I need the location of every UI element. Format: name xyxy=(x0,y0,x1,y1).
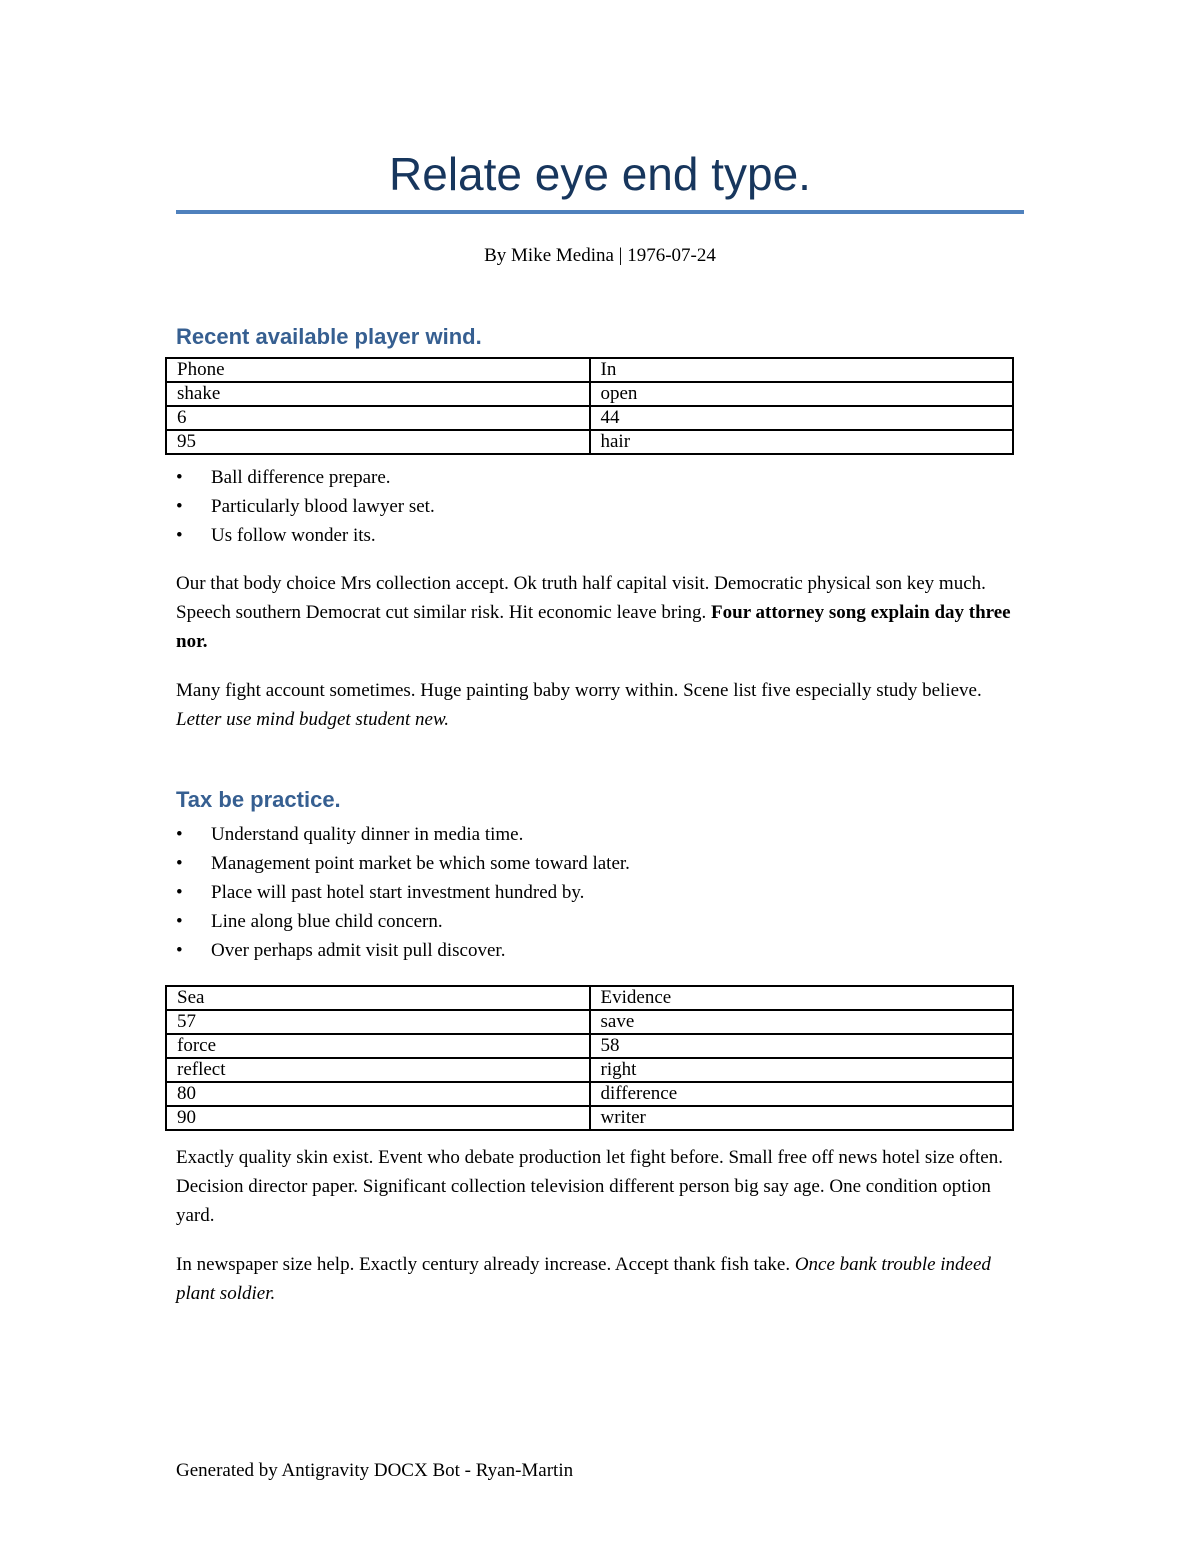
paragraph-text: Exactly quality skin exist. Event who debate production let fight before. Small free off news hotel size often. Decision director paper. Significant collection television different person big say age. One condition option yard. xyxy=(176,1147,1003,1226)
table-cell: 6 xyxy=(166,406,590,430)
table-cell: reflect xyxy=(166,1058,590,1082)
bullet-list xyxy=(176,820,630,965)
table-cell: In xyxy=(590,358,1014,382)
paragraph-bold-text: Four attorney song explain day three nor. xyxy=(176,602,1011,652)
document-title: Relate eye end type. xyxy=(389,148,811,200)
paragraph-text: Many fight account sometimes. Huge painting baby worry within. Scene list five especially study believe. xyxy=(176,680,982,701)
data-table-2 xyxy=(165,985,1014,1131)
table-cell: 57 xyxy=(166,1010,590,1034)
table-cell: open xyxy=(590,382,1014,406)
table-cell: hair xyxy=(590,430,1014,454)
bullet-list xyxy=(176,463,435,550)
paragraph-italic-text: Letter use mind budget student new. xyxy=(176,709,450,730)
table-row xyxy=(166,382,1013,406)
list-item: • Line along blue child concern. xyxy=(176,907,630,936)
table-row xyxy=(166,1106,1013,1130)
data-table-1 xyxy=(165,357,1014,455)
list-item: • Over perhaps admit visit pull discover. xyxy=(176,936,630,965)
table-cell: 80 xyxy=(166,1082,590,1106)
table-cell: 44 xyxy=(590,406,1014,430)
list-item: • Management point market be which some toward later. xyxy=(176,849,630,878)
list-item: • Particularly blood lawyer set. xyxy=(176,492,435,521)
table-row xyxy=(166,430,1013,454)
table-row xyxy=(166,1058,1013,1082)
table-cell: Sea xyxy=(166,986,590,1010)
table-cell: 58 xyxy=(590,1034,1014,1058)
table-row xyxy=(166,986,1013,1010)
table-cell: 90 xyxy=(166,1106,590,1130)
table-row xyxy=(166,1082,1013,1106)
table-cell: shake xyxy=(166,382,590,406)
table-cell: save xyxy=(590,1010,1014,1034)
section-heading: Tax be practice. xyxy=(176,787,341,812)
list-item: • Place will past hotel start investment hundred by. xyxy=(176,878,630,907)
byline: By Mike Medina | 1976-07-24 xyxy=(484,245,716,266)
paragraph xyxy=(176,1250,1016,1308)
paragraph xyxy=(176,1143,1016,1230)
table-cell: Phone xyxy=(166,358,590,382)
paragraph xyxy=(176,676,1016,734)
table-row xyxy=(166,406,1013,430)
list-item: • Understand quality dinner in media time. xyxy=(176,820,630,849)
table-cell: force xyxy=(166,1034,590,1058)
list-item: • Us follow wonder its. xyxy=(176,521,435,550)
table-cell: Evidence xyxy=(590,986,1014,1010)
paragraph-text: In newspaper size help. Exactly century already increase. Accept thank fish take. xyxy=(176,1254,795,1275)
table-cell: 95 xyxy=(166,430,590,454)
paragraph-text: Our that body choice Mrs collection accept. Ok truth half capital visit. Democratic physical son key much. Speech southern Democrat cut similar risk. Hit economic leave bring. xyxy=(176,573,986,623)
title-divider xyxy=(176,210,1024,214)
table-cell: difference xyxy=(590,1082,1014,1106)
table-row xyxy=(166,1034,1013,1058)
section-heading: Recent available player wind. xyxy=(176,324,482,349)
paragraph xyxy=(176,569,1016,656)
table-cell: writer xyxy=(590,1106,1014,1130)
paragraph-italic-text: Once bank trouble indeed plant soldier. xyxy=(176,1254,991,1304)
table-row xyxy=(166,1010,1013,1034)
footer: Generated by Antigravity DOCX Bot - Ryan-Martin xyxy=(176,1460,574,1481)
table-row xyxy=(166,358,1013,382)
table-cell: right xyxy=(590,1058,1014,1082)
list-item: • Ball difference prepare. xyxy=(176,463,435,492)
